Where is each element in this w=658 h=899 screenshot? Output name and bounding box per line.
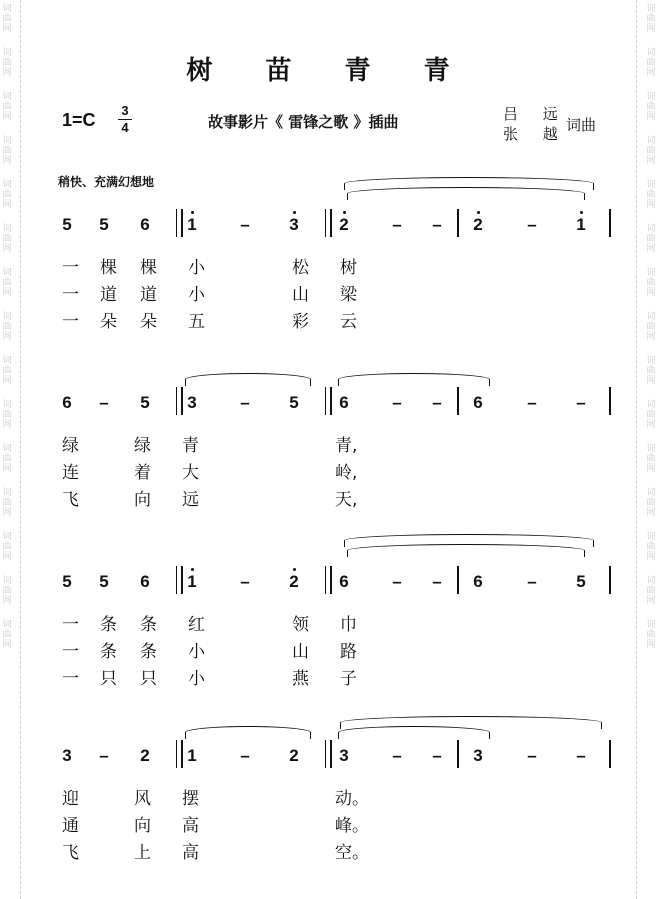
note: 2 xyxy=(289,746,299,765)
slur xyxy=(338,373,490,386)
watermark-text: 词 曲 网 xyxy=(2,180,12,210)
watermark-text: 词 曲 网 xyxy=(646,4,656,34)
lyric-syllable: 迎 xyxy=(62,789,79,809)
note: 6 xyxy=(62,393,72,412)
watermark-text: 词 曲 网 xyxy=(646,268,656,298)
note: – xyxy=(99,746,109,765)
note: – xyxy=(527,572,537,591)
key-signature: 1=C xyxy=(62,110,96,130)
note: 3 xyxy=(187,393,197,412)
octave-dot xyxy=(191,568,194,571)
note: – xyxy=(576,746,586,765)
bar-line xyxy=(609,209,611,237)
lyric-syllable: 红 xyxy=(188,615,205,635)
lyric-syllable: 大 xyxy=(182,463,199,483)
note: – xyxy=(392,393,402,412)
watermark-text: 词 曲 网 xyxy=(646,400,656,430)
bar-line xyxy=(457,566,459,594)
note: 2 xyxy=(339,215,349,234)
watermark-text: 词 曲 网 xyxy=(2,92,12,122)
lyric-syllable: 远 xyxy=(182,490,199,510)
slur xyxy=(185,726,311,739)
lyric-syllable: 山 xyxy=(292,642,309,662)
watermark-text: 词 曲 网 xyxy=(646,576,656,606)
authors xyxy=(503,104,568,144)
watermark-text: 词 曲 网 xyxy=(2,136,12,166)
note: – xyxy=(392,572,402,591)
note: 1 xyxy=(187,746,197,765)
bar-line xyxy=(457,387,459,415)
watermark-right xyxy=(644,0,658,660)
watermark-text: 词 曲 网 xyxy=(2,532,12,562)
watermark-text: 词 曲 网 xyxy=(646,136,656,166)
note: 3 xyxy=(62,746,72,765)
bar-line xyxy=(325,209,332,237)
octave-dot xyxy=(293,211,296,214)
watermark-text: 词 曲 网 xyxy=(2,444,12,474)
bar-line xyxy=(176,740,183,768)
slur xyxy=(347,544,585,557)
lyric-syllable: 五 xyxy=(188,312,205,332)
watermark-left xyxy=(0,0,14,660)
watermark-text: 词 曲 网 xyxy=(646,488,656,518)
slur xyxy=(347,187,585,200)
lyric-syllable: 一 xyxy=(62,258,79,278)
watermark-text: 词 曲 网 xyxy=(646,356,656,386)
note: 6 xyxy=(339,572,349,591)
lyric-syllable: 着 xyxy=(134,463,151,483)
lyric-syllable: 风 xyxy=(134,789,151,809)
lyric-syllable: 通 xyxy=(62,816,79,836)
lyric-syllable: 向 xyxy=(134,490,151,510)
note: – xyxy=(240,215,250,234)
watermark-text: 词 曲 网 xyxy=(2,356,12,386)
lyric-syllable: 绿 xyxy=(62,436,79,456)
lyric-syllable: 高 xyxy=(182,816,199,836)
lyric-syllable: 松 xyxy=(292,258,309,278)
bar-line xyxy=(325,740,332,768)
note: 6 xyxy=(473,572,483,591)
lyric-syllable: 条 xyxy=(100,615,117,635)
lyric-syllable: 一 xyxy=(62,285,79,305)
watermark-text: 词 曲 网 xyxy=(646,620,656,650)
bar-line xyxy=(609,566,611,594)
note: 1 xyxy=(187,215,197,234)
lyric-syllable: 峰。 xyxy=(335,816,369,836)
note: 1 xyxy=(187,572,197,591)
lyric-syllable: 梁 xyxy=(340,285,357,305)
time-signature-bottom: 4 xyxy=(121,120,129,135)
lyric-syllable: 领 xyxy=(292,615,309,635)
author-composer: 张 越 xyxy=(503,125,568,143)
note: 5 xyxy=(99,215,109,234)
note: 1 xyxy=(576,215,586,234)
lyric-syllable: 条 xyxy=(140,642,157,662)
lyric-syllable: 朵 xyxy=(140,312,157,332)
watermark-text: 词 曲 网 xyxy=(2,48,12,78)
note: – xyxy=(527,393,537,412)
note: 3 xyxy=(289,215,299,234)
lyric-syllable: 道 xyxy=(140,285,157,305)
note: 6 xyxy=(140,215,150,234)
lyric-syllable: 棵 xyxy=(140,258,157,278)
lyric-syllable: 绿 xyxy=(134,436,151,456)
lyric-syllable: 路 xyxy=(340,642,357,662)
lyric-syllable: 道 xyxy=(100,285,117,305)
bar-line xyxy=(176,387,183,415)
author-lyricist: 吕 远 xyxy=(503,105,568,123)
lyric-syllable: 云 xyxy=(340,312,357,332)
watermark-text: 词 曲 网 xyxy=(646,312,656,342)
note: 6 xyxy=(339,393,349,412)
note: 6 xyxy=(140,572,150,591)
bar-line xyxy=(609,387,611,415)
note: 6 xyxy=(473,393,483,412)
note: 5 xyxy=(576,572,586,591)
lyric-syllable: 小 xyxy=(188,258,205,278)
time-signature-top: 3 xyxy=(121,103,129,118)
lyric-syllable: 燕 xyxy=(292,669,309,689)
lyric-syllable: 飞 xyxy=(62,843,79,863)
note: – xyxy=(392,746,402,765)
lyric-syllable: 一 xyxy=(62,615,79,635)
lyric-syllable: 树 xyxy=(340,258,357,278)
note: – xyxy=(240,746,250,765)
lyric-syllable: 山 xyxy=(292,285,309,305)
note: 2 xyxy=(140,746,150,765)
watermark-text: 词 曲 网 xyxy=(646,224,656,254)
lyric-syllable: 上 xyxy=(134,843,151,863)
watermark-text: 词 曲 网 xyxy=(2,488,12,518)
lyric-syllable: 高 xyxy=(182,843,199,863)
watermark-text: 词 曲 网 xyxy=(2,576,12,606)
octave-dot xyxy=(477,211,480,214)
lyric-syllable: 子 xyxy=(340,669,357,689)
note: – xyxy=(240,393,250,412)
note: 5 xyxy=(140,393,150,412)
lyric-syllable: 小 xyxy=(188,669,205,689)
lyric-syllable: 摆 xyxy=(182,789,199,809)
lyric-syllable: 岭, xyxy=(335,463,358,483)
lyric-syllable: 条 xyxy=(100,642,117,662)
lyric-syllable: 连 xyxy=(62,463,79,483)
watermark-text: 词 曲 网 xyxy=(2,4,12,34)
song-title: 树 苗 青 青 xyxy=(186,56,472,86)
note: – xyxy=(527,746,537,765)
lyric-syllable: 天, xyxy=(335,490,358,510)
note: 2 xyxy=(289,572,299,591)
lyric-syllable: 一 xyxy=(62,312,79,332)
lyric-syllable: 青 xyxy=(182,436,199,456)
note: 2 xyxy=(473,215,483,234)
bar-line xyxy=(325,566,332,594)
lyric-syllable: 飞 xyxy=(62,490,79,510)
note: 5 xyxy=(62,215,72,234)
page-border-left xyxy=(20,0,21,899)
watermark-text: 词 曲 网 xyxy=(2,312,12,342)
lyric-syllable: 朵 xyxy=(100,312,117,332)
note: 3 xyxy=(473,746,483,765)
page-border-right xyxy=(636,0,637,899)
octave-dot xyxy=(343,211,346,214)
note: – xyxy=(527,215,537,234)
watermark-text: 词 曲 网 xyxy=(646,444,656,474)
lyric-syllable: 一 xyxy=(62,642,79,662)
note: 5 xyxy=(62,572,72,591)
note: – xyxy=(432,746,442,765)
lyric-syllable: 一 xyxy=(62,669,79,689)
tempo-marking: 稍快、充满幻想地 xyxy=(58,175,155,189)
lyric-syllable: 小 xyxy=(188,285,205,305)
lyric-syllable: 动。 xyxy=(335,789,369,809)
watermark-text: 词 曲 网 xyxy=(2,620,12,650)
note: – xyxy=(432,393,442,412)
lyric-syllable: 空。 xyxy=(335,843,369,863)
watermark-text: 词 曲 网 xyxy=(646,92,656,122)
note: – xyxy=(432,572,442,591)
lyric-syllable: 小 xyxy=(188,642,205,662)
lyric-syllable: 棵 xyxy=(100,258,117,278)
slur xyxy=(340,716,602,729)
lyric-syllable: 向 xyxy=(134,816,151,836)
lyric-syllable: 青, xyxy=(335,436,358,456)
lyric-syllable: 条 xyxy=(140,615,157,635)
lyric-syllable: 只 xyxy=(140,669,157,689)
watermark-text: 词 曲 网 xyxy=(2,224,12,254)
bar-line xyxy=(325,387,332,415)
bar-line xyxy=(457,740,459,768)
note: 5 xyxy=(289,393,299,412)
watermark-text: 词 曲 网 xyxy=(646,532,656,562)
bar-line xyxy=(609,740,611,768)
watermark-text: 词 曲 网 xyxy=(2,400,12,430)
film-credit: 故事影片《 雷锋之歌 》插曲 xyxy=(208,113,399,131)
bar-line xyxy=(457,209,459,237)
bar-line xyxy=(176,209,183,237)
watermark-text: 词 曲 网 xyxy=(646,180,656,210)
note: – xyxy=(576,393,586,412)
octave-dot xyxy=(191,211,194,214)
note: – xyxy=(392,215,402,234)
watermark-text: 词 曲 网 xyxy=(2,268,12,298)
time-signature xyxy=(118,104,132,135)
bar-line xyxy=(176,566,183,594)
note: – xyxy=(240,572,250,591)
note: – xyxy=(99,393,109,412)
octave-dot xyxy=(293,568,296,571)
note: – xyxy=(432,215,442,234)
octave-dot xyxy=(580,211,583,214)
authors-role: 词曲 xyxy=(566,116,597,134)
watermark-text: 词 曲 网 xyxy=(646,48,656,78)
note: 3 xyxy=(339,746,349,765)
lyric-syllable: 只 xyxy=(100,669,117,689)
note: 5 xyxy=(99,572,109,591)
lyric-syllable: 彩 xyxy=(292,312,309,332)
lyric-syllable: 巾 xyxy=(340,615,357,635)
slur xyxy=(185,373,311,386)
